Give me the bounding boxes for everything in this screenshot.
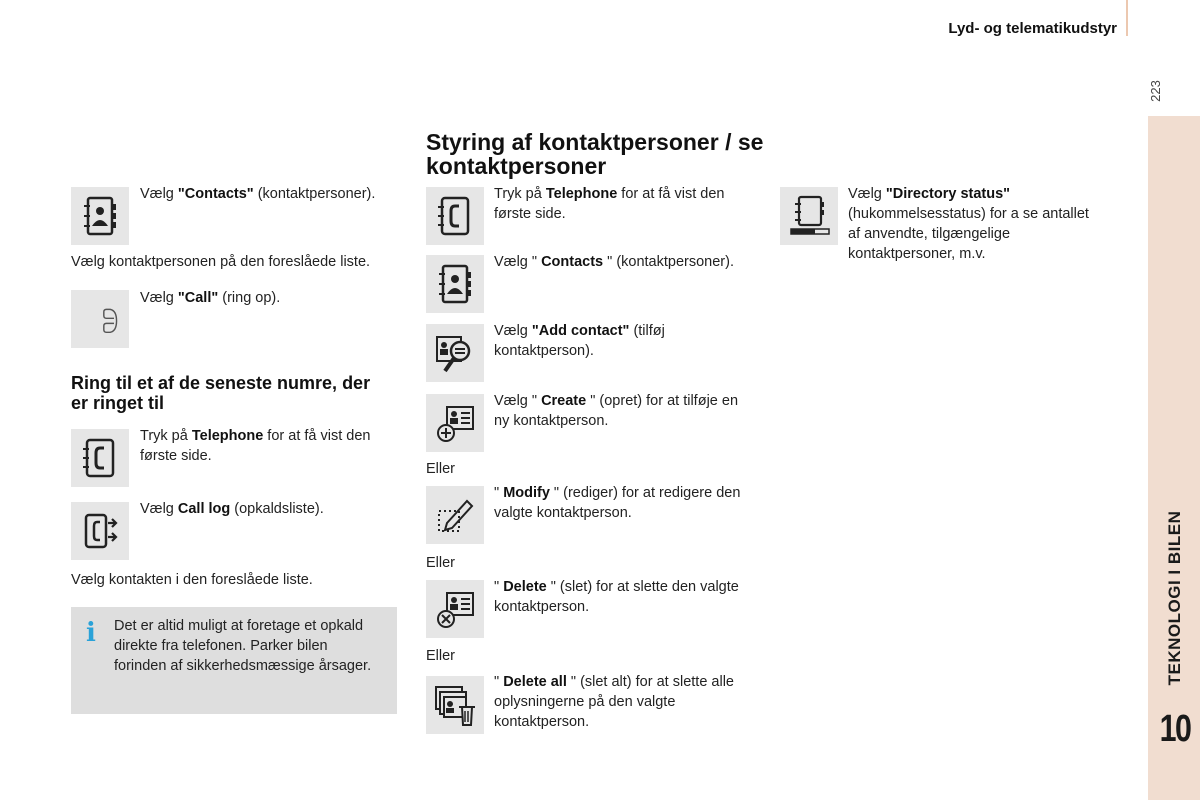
step-add-contact: Vælg "Add contact" (tilføj kontaktperson). [494,323,665,359]
delete-contact-icon [426,580,484,638]
section-heading-manage-contacts: Styring af kontaktpersoner / se kontaktpersoner [426,129,764,179]
section-heading-recent-calls: Ring til et af de seneste numre, der er ringet til [71,373,371,413]
info-icon: i [86,618,96,648]
step-contacts: Vælg "Contacts" (kontaktpersoner). [140,186,376,202]
handset-icon [71,290,129,348]
page-number: 223 [1148,80,1163,102]
step-telephone-left: Tryk på Telephone for at få vist den første side. [140,428,371,464]
instruction-select-contact: Vælg kontaktpersonen på den foreslåede liste. [71,254,371,270]
modify-icon [426,486,484,544]
or-label-2: Eller [426,555,456,571]
running-header: Lyd- og telematikudstyr [948,20,1117,37]
step-contacts-mid: Vælg " Contacts " (kontaktpersoner). [494,254,734,270]
step-delete: " Delete " (slet) for at slette den valgte kontaktperson. [494,579,739,615]
add-contact-icon [426,324,484,382]
instruction-select-recent: Vælg kontakten i den foreslåede liste. [71,572,313,588]
header-divider [1126,0,1128,36]
create-contact-icon [426,394,484,452]
or-label-1: Eller [426,461,456,477]
step-call-log: Vælg Call log (opkaldsliste). [140,501,324,517]
step-directory-status: Vælg "Directory status" (hukommelsesstatus) for a se antallet af anvendte, tilgængelige kontaktpersoner, m.v. [848,186,1089,262]
step-telephone-mid: Tryk på Telephone for at få vist den første side. [494,186,725,222]
contacts-icon [426,255,484,313]
step-call: Vælg "Call" (ring op). [140,290,281,306]
step-delete-all: " Delete all " (slet alt) for at slette alle oplysningerne på den valgte kontaktperson. [494,674,734,730]
chapter-title: TEKNOLOGI I BILEN [1165,510,1184,686]
contacts-icon [71,187,129,245]
or-label-3: Eller [426,648,456,664]
telephone-icon [71,429,129,487]
directory-status-icon [780,187,838,245]
step-modify: " Modify " (rediger) for at redigere den valgte kontaktperson. [494,485,741,521]
delete-all-icon [426,676,484,734]
step-create: Vælg " Create " (opret) for at tilføje en ny kontaktperson. [494,393,739,429]
info-note-text: Det er altid muligt at foretage et opkald direkte fra telefonen. Parker bilen forinden af sikkerhedsmæssige årsager. [114,618,372,674]
chapter-number: 10 [1159,708,1191,750]
telephone-icon [426,187,484,245]
call-log-icon [71,502,129,560]
